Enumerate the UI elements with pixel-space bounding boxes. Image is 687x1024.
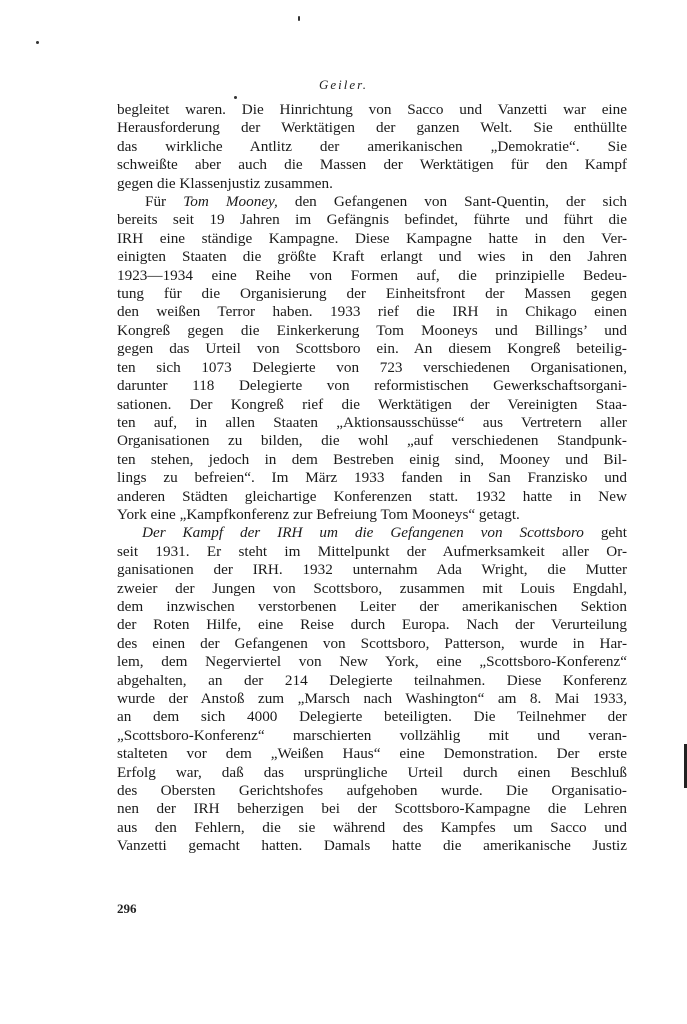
text-line: anderen Städten gleichartige Konferenzen statt. 1932 hatte in New xyxy=(117,487,627,505)
text-line: York eine „Kampfkonferenz zur Befreiung Tom Mooneys“ getagt. xyxy=(117,505,520,523)
text-line: begleitet waren. Die Hinrichtung von Sacco und Vanzetti war eine xyxy=(117,101,627,118)
text-line: den weißen Terror haben. 1933 rief die IRH in Chikago einen xyxy=(117,303,627,321)
text-line: aus den Fehlern, die sie während des Kampfes um Sacco und xyxy=(117,818,627,836)
text-line: seit 1931. Er steht im Mittelpunkt der Aufmerksamkeit aller Or- xyxy=(117,542,627,560)
text-line: 1923—1934 eine Reihe von Formen auf, die prinzipielle Bedeu- xyxy=(117,266,627,284)
text-run: Für xyxy=(145,193,184,211)
text-line: Herausforderung der Werktätigen der ganzen Welt. Sie enthüllte xyxy=(117,119,627,137)
text-line: nen der IRH beherzigen bei der Scottsboro-Kampagne die Lehren xyxy=(117,800,627,818)
text-line: schweißte aber auch die Massen der Werktätigen für den Kampf xyxy=(117,156,627,174)
text-line: gegen die Klassenjustiz zusammen. xyxy=(117,174,333,192)
text-line: sationen. Der Kongreß rief die Werktätigen der Vereinigten Staa- xyxy=(117,395,627,413)
italic-phrase: Der Kampf der IRH um die Gefangenen von Scottsboro xyxy=(142,524,584,542)
text-line: einigten Staaten die größte Kraft erlangt und wies in den Jahren xyxy=(117,248,627,266)
text-line: Vanzetti gemacht hatten. Damals hatte die amerikanische Justiz xyxy=(117,837,627,855)
text-line: stalteten vor dem „Weißen Haus“ eine Demonstration. Der erste xyxy=(117,745,627,763)
text-run: geht xyxy=(583,524,627,542)
text-line: Erfolg war, daß das ursprüngliche Urteil durch einen Beschluß xyxy=(117,763,627,781)
text-line: ten auf, in allen Staaten „Aktionsausschüsse“ aus Vertretern aller xyxy=(117,413,627,431)
text-line: lings zu befreien“. Im März 1933 fanden in San Franzisko und xyxy=(117,469,627,487)
text-line: „Scottsboro-Konferenz“ marschierten vollzählig mit und veran- xyxy=(117,726,627,744)
text-line: ganisationen der IRH. 1932 unternahm Ada Wright, die Mutter xyxy=(117,561,627,579)
text-line: darunter 118 Delegierte von reformistischen Gewerkschaftsorgani- xyxy=(117,377,627,395)
running-head: Geiler. xyxy=(318,77,369,92)
text-line: dem inzwischen verstorbenen Leiter der amerikanischen Sektion xyxy=(117,597,627,615)
print-speck xyxy=(234,96,237,99)
text-line: tung für die Organisierung der Einheitsfront der Massen gegen xyxy=(117,285,627,303)
text-line: der Roten Hilfe, eine Reise durch Europa. Nach der Verurteilung xyxy=(117,616,627,634)
text-line: Organisationen zu bilden, die wohl „auf verschiedenen Standpunk- xyxy=(117,432,627,450)
body-text xyxy=(117,101,627,856)
text-line: IRH eine ständige Kampagne. Diese Kampagne hatte in den Ver- xyxy=(117,229,627,247)
text-line xyxy=(117,193,627,211)
text-line: ten sich 1073 Delegierte von 723 verschiedenen Organisationen, xyxy=(117,358,627,376)
print-speck xyxy=(298,16,300,21)
print-speck xyxy=(36,41,39,44)
text-run: den Gefangenen von Sant-Quentin, der sich xyxy=(277,193,627,211)
text-line: Kongreß gegen die Einkerkerung Tom Mooneys und Billings’ und xyxy=(117,321,627,339)
text-line: des Obersten Gerichtshofes aufgehoben wurde. Die Organisatio- xyxy=(117,782,627,800)
text-line: wurde der Anstoß zum „Marsch nach Washington“ am 8. Mai 1933, xyxy=(117,690,627,707)
text-line: gegen das Urteil von Scottsboro ein. An diesem Kongreß beteilig- xyxy=(117,340,627,358)
italic-phrase: Tom Mooney, xyxy=(183,193,278,211)
text-line: das wirkliche Antlitz der amerikanischen „Demokratie“. Sie xyxy=(117,137,627,155)
text-line: bereits seit 19 Jahren im Gefängnis befindet, führte und führt die xyxy=(117,211,627,229)
text-line xyxy=(117,524,627,542)
page-number: 296 xyxy=(117,901,137,916)
text-line: zweier der Jungen von Scottsboro, zusammen mit Louis Engdahl, xyxy=(117,579,627,597)
text-line: des einen der Gefangenen von Scottsboro, Patterson, wurde in Har- xyxy=(117,634,627,652)
text-line: lem, dem Negerviertel von New York, eine „Scottsboro-Konferenz“ xyxy=(117,653,627,671)
text-line: ten stehen, jedoch in dem Bestreben einig sind, Mooney und Bil- xyxy=(117,450,627,468)
text-line: an dem sich 4000 Delegierte beteiligten. Die Teilnehmer der xyxy=(117,708,627,726)
text-line: abgehalten, an der 214 Delegierte teilnahmen. Diese Konferenz xyxy=(117,671,627,689)
